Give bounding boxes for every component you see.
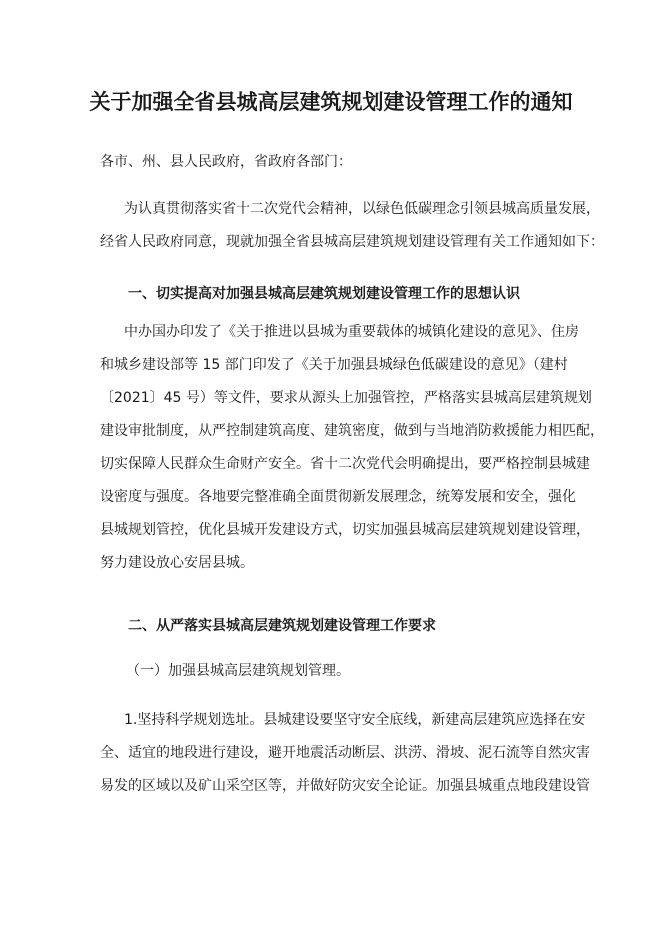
section-1-line-2: 和城乡建设部等 15 部门印发了《关于加强县城绿色低碳建设的意见》（建村 (100, 357, 568, 373)
salutation: 各市、州、县人民政府，省政府各部门： (100, 154, 352, 170)
section-1-line-3: 〔2021〕45 号）等文件，要求从源头上加强管控，严格落实县城高层建筑规划 (100, 390, 592, 406)
section-1-paragraph (100, 316, 604, 580)
section-1-heading: 一、切实提高对加强县城高层建筑规划建设管理工作的思想认识 (128, 286, 520, 302)
item-1-line-1: 1.坚持科学规划选址。县城建设要坚守安全底线，新建高层建筑应选择在安 (124, 712, 586, 728)
item-1-line-3: 易发的区域以及矿山采空区等，并做好防灾安全论证。加强县城重点地段建设管 (100, 778, 590, 794)
section-1-line-5: 切实保障人民群众生命财产安全。省十二次党代会明确提出，要严格控制县城建 (100, 456, 590, 472)
subsection-1-heading: （一）加强县城高层建筑规划管理。 (126, 663, 350, 679)
item-1-paragraph (100, 704, 590, 803)
section-1-line-1: 中办国办印发了《关于推进以县城为重要载体的城镇化建设的意见》、住房 (124, 324, 579, 340)
document-title: 关于加强全省县城高层建筑规划建设管理工作的通知 (89, 90, 573, 114)
intro-paragraph (100, 193, 604, 259)
section-2-heading: 二、从严落实县城高层建筑规划建设管理工作要求 (128, 618, 436, 634)
section-1-line-8: 努力建设放心安居县城。 (100, 555, 254, 571)
intro-line-1: 为认真贯彻落实省十二次党代会精神，以绿色低碳理念引领县城高质量发展， (124, 201, 600, 217)
intro-line-2: 经省人民政府同意，现就加强全省县城高层建筑规划建设管理有关工作通知如下： (100, 234, 604, 250)
item-1-line-2: 全、适宜的地段进行建设，避开地震活动断层、洪涝、滑坡、泥石流等自然灾害 (100, 745, 590, 761)
section-1-line-6: 设密度与强度。各地要完整准确全面贯彻新发展理念，统筹发展和安全，强化 (100, 489, 576, 505)
section-1-line-7: 县城规划管控，优化县城开发建设方式，切实加强县城高层建筑规划建设管理， (100, 522, 590, 538)
section-1-line-4: 建设审批制度，从严控制建筑高度、建筑密度，做到与当地消防救援能力相匹配， (100, 423, 604, 439)
